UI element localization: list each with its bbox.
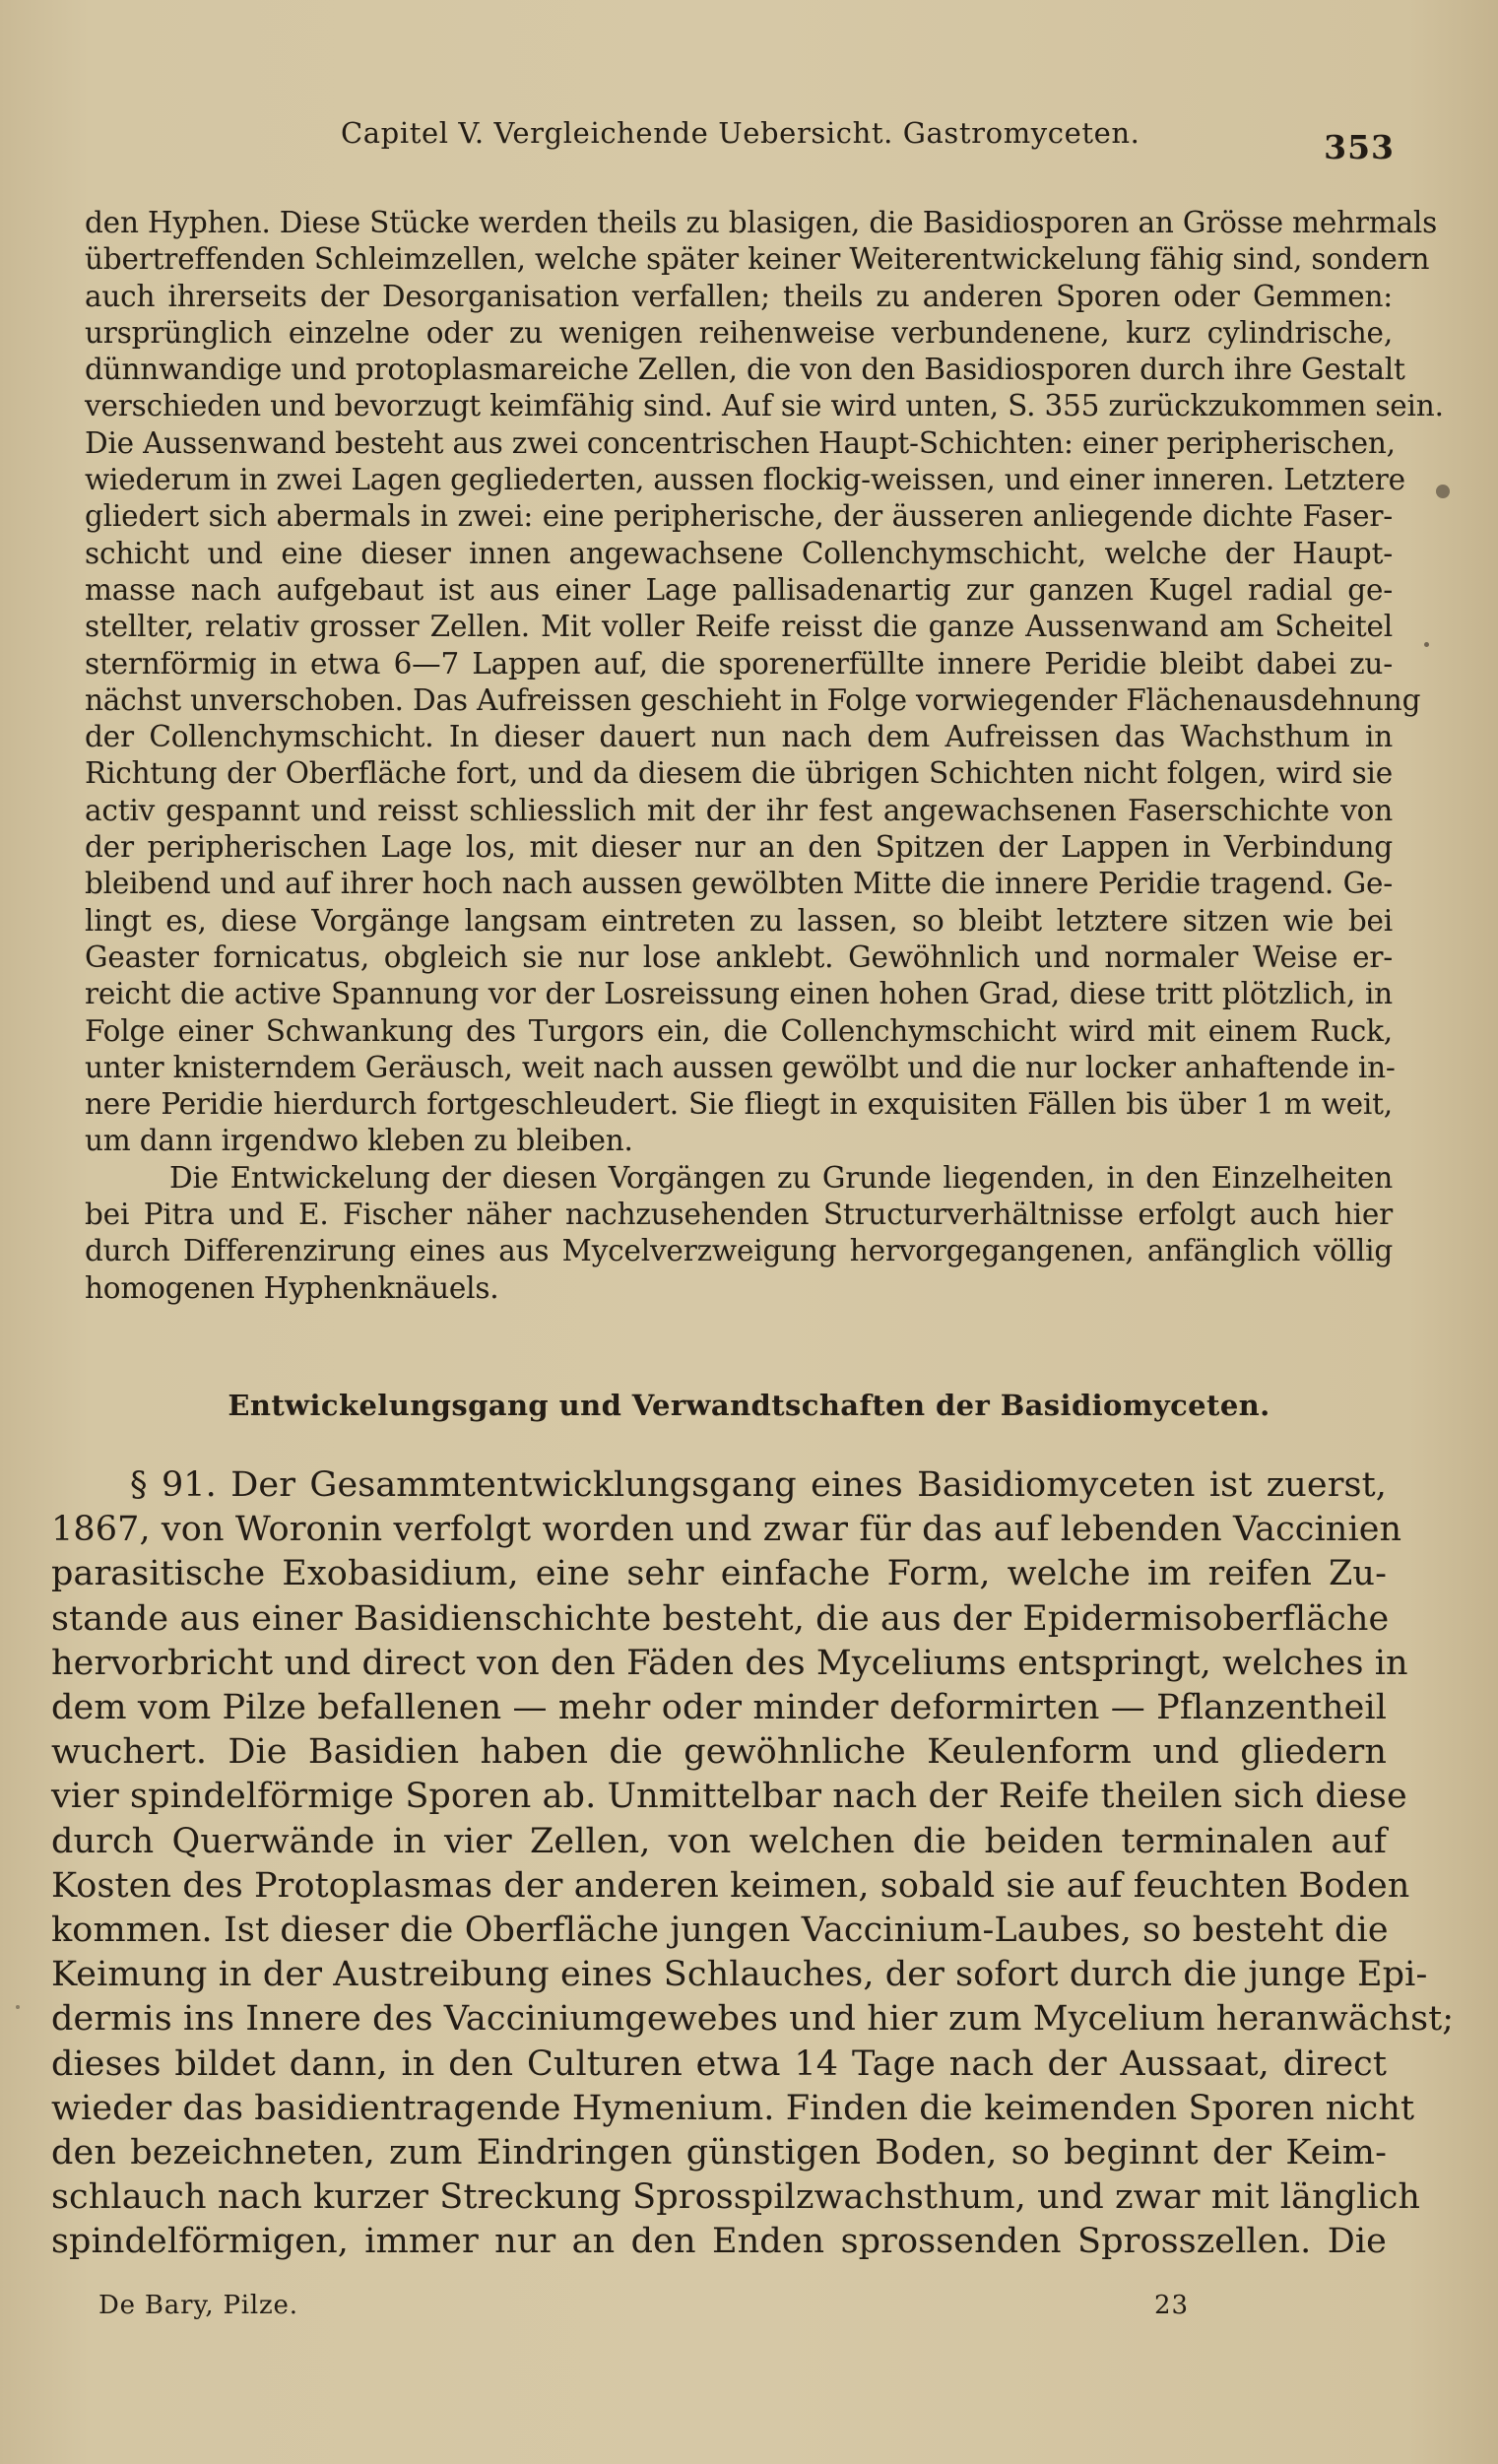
text-line: unter knisterndem Geräusch, weit nach aussen gewölbt und die nur locker anhaftende in- bbox=[85, 1050, 1396, 1084]
ink-speck bbox=[1436, 485, 1450, 498]
text-line: spindelförmigen, immer nur an den Enden sprossenden Sprosszellen. Die bbox=[51, 2222, 1387, 2262]
text-line: stellter, relativ grosser Zellen. Mit voller Reife reisst die ganze Aussenwand am Scheitel bbox=[85, 610, 1393, 644]
body-paragraph bbox=[51, 1463, 1455, 2265]
text-line: der peripherischen Lage los, mit dieser nur an den Spitzen der Lappen in Verbindung bbox=[85, 830, 1393, 865]
text-line: bleibend und auf ihrer hoch nach aussen gewölbten Mitte die innere Peridie tragend. Ge- bbox=[85, 867, 1393, 901]
footer-signature: De Bary, Pilze. bbox=[98, 2291, 298, 2320]
text-line: nächst unverschoben. Das Aufreissen geschieht in Folge vorwiegender Flächenausdehnung bbox=[85, 682, 1421, 717]
text-line: übertreffenden Schleimzellen, welche später keiner Weiterentwickelung fähig sind, sondern bbox=[85, 242, 1430, 277]
text-line: dünnwandige und protoplasmareiche Zellen, die von den Basidiosporen durch ihre Gestalt bbox=[85, 353, 1405, 387]
text-line: bei Pitra und E. Fischer näher nachzusehenden Structurverhältnisse erfolgt auch hier bbox=[85, 1198, 1393, 1232]
text-line: Folge einer Schwankung des Turgors ein, die Collenchymschicht wird mit einem Ruck, bbox=[85, 1013, 1393, 1048]
text-line: Geaster fornicatus, obgleich sie nur lose anklebt. Gewöhnlich und normaler Weise er- bbox=[85, 940, 1393, 974]
text-line: § 91. Der Gesammtentwicklungsgang eines Basidiomyceten ist zuerst, bbox=[130, 1465, 1387, 1505]
signature-mark: 23 bbox=[1154, 2291, 1190, 2320]
text-line: auch ihrerseits der Desorganisation verfallen; theils zu anderen Sporen oder Gemmen: bbox=[85, 279, 1393, 313]
text-line: verschieden und bevorzugt keimfähig sind. Auf sie wird unten, S. 355 zurückzukommen sein. bbox=[85, 389, 1444, 423]
text-line: um dann irgendwo kleben zu bleiben. bbox=[85, 1124, 633, 1158]
text-line: wieder das basidientragende Hymenium. Finden die keimenden Sporen nicht bbox=[51, 2088, 1415, 2128]
text-line: Kosten des Protoplasmas der anderen keimen, sobald sie auf feuchten Boden bbox=[51, 1865, 1410, 1906]
text-line: parasitische Exobasidium, eine sehr einfache Form, welche im reifen Zu- bbox=[51, 1554, 1387, 1594]
small-print-block bbox=[85, 205, 1444, 1307]
text-line: 1867, von Woronin verfolgt worden und zwar für das auf lebenden Vaccinien bbox=[51, 1510, 1402, 1550]
text-line: durch Querwände in vier Zellen, von welchen die beiden terminalen auf bbox=[51, 1821, 1387, 1861]
section-heading: Entwickelungsgang und Verwandtschaften der Basidiomyceten. bbox=[228, 1389, 1270, 1422]
text-line: der Collenchymschicht. In dieser dauert nun nach dem Aufreissen das Wachsthum in bbox=[85, 720, 1393, 754]
page-number: 353 bbox=[1324, 128, 1395, 166]
text-line: gliedert sich abermals in zwei: eine peripherische, der äusseren anliegende dichte Faser- bbox=[85, 499, 1393, 534]
text-line: masse nach aufgebaut ist aus einer Lage pallisadenartig zur ganzen Kugel radial ge- bbox=[85, 572, 1393, 607]
text-line: den Hyphen. Diese Stücke werden theils zu blasigen, die Basidiosporen an Grösse mehrmals bbox=[85, 206, 1438, 239]
text-line: homogenen Hyphenknäuels. bbox=[85, 1270, 499, 1305]
text-line: sternförmig in etwa 6—7 Lappen auf, die sporenerfüllte innere Peridie bleibt dabei zu- bbox=[85, 646, 1393, 681]
text-line: stande aus einer Basidienschichte besteht, die aus der Epidermisoberfläche bbox=[51, 1598, 1390, 1639]
ink-speck bbox=[1424, 642, 1429, 647]
text-line: dieses bildet dann, in den Culturen etwa 14 Tage nach der Aussaat, direct bbox=[51, 2043, 1387, 2084]
text-line: Keimung in der Austreibung eines Schlauches, der sofort durch die junge Epi- bbox=[51, 1955, 1428, 1995]
text-line: ursprünglich einzelne oder zu wenigen reihenweise verbundenene, kurz cylindrische, bbox=[85, 315, 1393, 350]
running-head: Capitel V. Vergleichende Uebersicht. Gastromyceten. bbox=[341, 116, 1140, 150]
text-line: nere Peridie hierdurch fortgeschleudert. Sie fliegt in exquisiten Fällen bis über 1 m weit, bbox=[85, 1087, 1393, 1122]
text-line: dem vom Pilze befallenen — mehr oder minder deformirten — Pflanzentheil bbox=[51, 1688, 1387, 1728]
text-line: hervorbricht und direct von den Fäden des Myceliums entspringt, welches in bbox=[51, 1643, 1408, 1683]
text-line: schlauch nach kurzer Streckung Sprosspilzwachsthum, und zwar mit länglich bbox=[51, 2177, 1421, 2218]
text-line: den bezeichneten, zum Eindringen günstigen Boden, so beginnt der Keim- bbox=[51, 2133, 1387, 2173]
text-line: durch Differenzirung eines aus Mycelverzweigung hervorgegangenen, anfänglich völlig bbox=[85, 1234, 1393, 1268]
text-line: Die Aussenwand besteht aus zwei concentrischen Haupt-Schichten: einer peripherischen, bbox=[85, 425, 1396, 460]
text-line: wuchert. Die Basidien haben die gewöhnliche Keulenform und gliedern bbox=[51, 1732, 1387, 1773]
page-header bbox=[341, 116, 1395, 175]
page-footer bbox=[98, 2291, 1192, 2330]
text-line: reicht die active Spannung vor der Losreissung einen hohen Grad, diese tritt plötzlich, in bbox=[85, 977, 1393, 1011]
text-line: Die Entwickelung der diesen Vorgängen zu Grunde liegenden, in den Einzelheiten bbox=[169, 1160, 1393, 1195]
text-line: schicht und eine dieser innen angewachsene Collenchymschicht, welche der Haupt- bbox=[85, 536, 1393, 570]
text-line: lingt es, diese Vorgänge langsam eintreten zu lassen, so bleibt letztere sitzen wie bei bbox=[85, 903, 1393, 938]
text-line: kommen. Ist dieser die Oberfläche jungen Vaccinium-Laubes, so besteht die bbox=[51, 1911, 1389, 1951]
ink-speck bbox=[16, 2005, 20, 2009]
text-line: activ gespannt und reisst schliesslich mit der ihr fest angewachsenen Faserschichte von bbox=[85, 793, 1393, 827]
text-line: dermis ins Innere des Vacciniumgewebes und hier zum Mycelium heranwächst; bbox=[51, 1999, 1455, 2040]
text-line: wiederum in zwei Lagen gegliederten, aussen flockig-weissen, und einer inneren. Letztere bbox=[85, 463, 1405, 497]
text-line: Richtung der Oberfläche fort, und da diesem die übrigen Schichten nicht folgen, wird sie bbox=[85, 756, 1393, 791]
text-line: vier spindelförmige Sporen ab. Unmittelbar nach der Reife theilen sich diese bbox=[51, 1777, 1407, 1817]
